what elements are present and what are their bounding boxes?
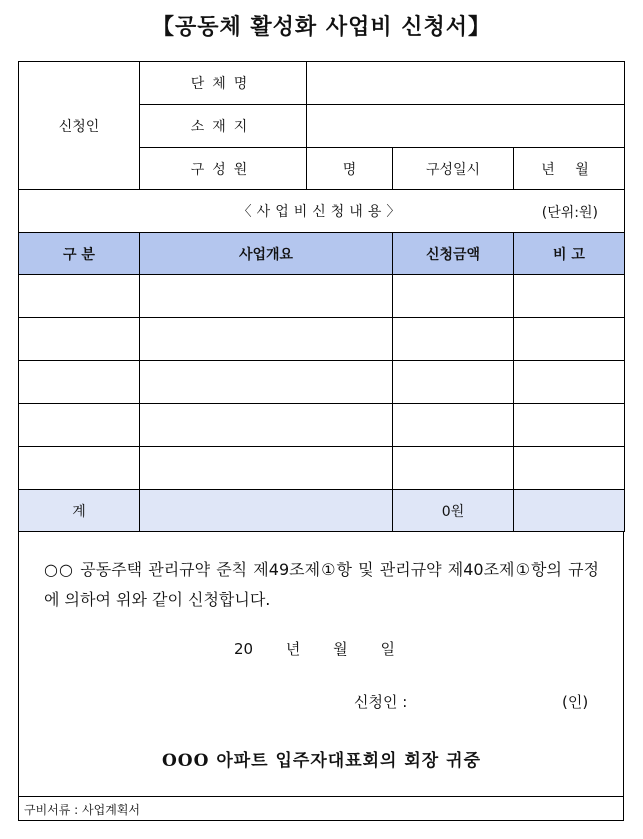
attachments-note: 구비서류 : 사업계획서 [24,803,141,817]
col-header-amount: 신청금액 [393,233,514,275]
col-header-category: 구 분 [19,233,140,275]
formed-date-field[interactable]: 년 월 [514,148,625,190]
application-statement: ○○ 공동주택 관리규약 준칙 제49조제①항 및 관리규약 제40조제①항의 규정에 의하여 위와 같이 신청합니다. [44,560,599,609]
page-title: 【공동체 활성화 사업비 신청서】 [151,14,491,40]
remarks-cell[interactable] [514,318,625,361]
category-cell[interactable] [19,404,140,447]
sum-overview-cell [140,490,393,532]
content-section-header [19,190,625,233]
applicant-label: 신청인 [19,62,140,190]
addressee: OOO 아파트 입주자대표회의 회장 귀중 [161,751,481,771]
location-label: 소재지 [140,105,307,148]
members-unit[interactable]: 명 [307,148,393,190]
col-header-overview: 사업개요 [140,233,393,275]
location-field[interactable] [307,105,625,148]
date-year: 년 [285,640,301,658]
members-label: 구성원 [140,148,307,190]
table-row [19,318,625,361]
date-month: 월 [333,640,348,658]
remarks-cell[interactable] [514,404,625,447]
application-date [234,638,423,659]
overview-cell[interactable] [140,361,393,404]
sum-label: 계 [19,490,140,532]
seal-label: (인) [562,693,589,711]
col-header-remarks: 비 고 [514,233,625,275]
overview-cell[interactable] [140,404,393,447]
category-cell[interactable] [19,275,140,318]
table-row [19,275,625,318]
applicant-signature-label: 신청인 : [354,693,408,711]
amount-cell[interactable] [393,318,514,361]
application-form-table [18,61,625,532]
category-cell[interactable] [19,318,140,361]
unit-label: (단위:원) [541,205,599,221]
sum-remarks-cell [514,490,625,532]
category-cell[interactable] [19,361,140,404]
amount-cell[interactable] [393,361,514,404]
remarks-cell[interactable] [514,447,625,490]
amount-cell[interactable] [393,404,514,447]
amount-cell[interactable] [393,275,514,318]
table-row [19,447,625,490]
overview-cell[interactable] [140,275,393,318]
date-day: 일 [380,640,395,658]
amount-cell[interactable] [393,447,514,490]
overview-cell[interactable] [140,318,393,361]
table-row [19,404,625,447]
group-name-field[interactable] [307,62,625,105]
group-name-label: 단체명 [140,62,307,105]
remarks-cell[interactable] [514,361,625,404]
sum-amount: 0원 [393,490,514,532]
category-cell[interactable] [19,447,140,490]
remarks-cell[interactable] [514,275,625,318]
date-year-prefix: 20 [234,640,254,658]
overview-cell[interactable] [140,447,393,490]
divider [18,796,624,797]
content-section-label: 〈사업비신청내용〉 [237,204,406,220]
formed-date-label: 구성일시 [393,148,514,190]
table-row [19,361,625,404]
